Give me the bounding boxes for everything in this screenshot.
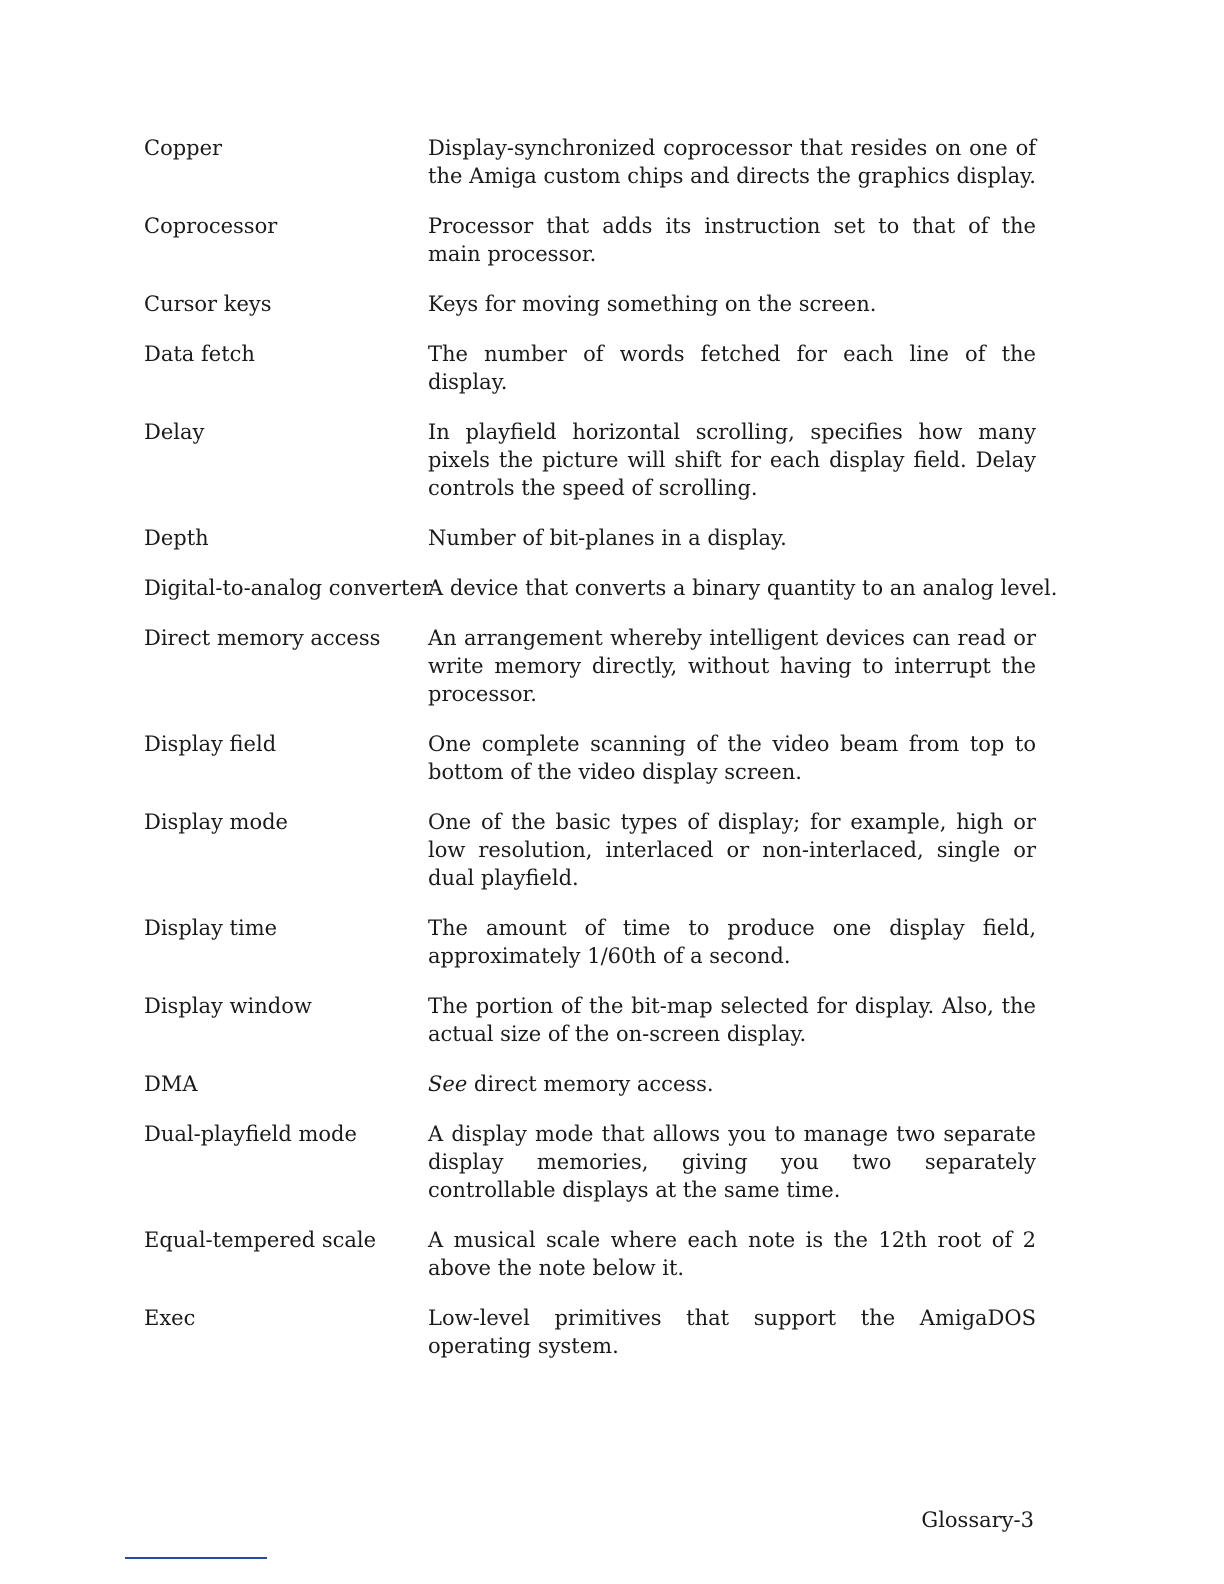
glossary-term: Direct memory access bbox=[144, 626, 381, 650]
glossary-entry bbox=[144, 212, 1036, 268]
glossary-definition: Display-synchronized coprocessor that resides on one of the Amiga custom chips and directs the graphics display. bbox=[428, 136, 1036, 188]
glossary-definition: The number of words fetched for each line of the display. bbox=[428, 342, 1036, 394]
glossary-definition: Low-level primitives that support the AmigaDOS operating system. bbox=[428, 1306, 1036, 1358]
glossary-definition: The portion of the bit-map selected for display. Also, the actual size of the on-screen display. bbox=[428, 994, 1036, 1046]
glossary-definition: A musical scale where each note is the 12th root of 2 above the note below it. bbox=[428, 1228, 1036, 1280]
glossary-entry bbox=[144, 290, 1036, 318]
see-reference-prefix: See bbox=[428, 1072, 468, 1096]
page-number: Glossary-3 bbox=[921, 1508, 1034, 1532]
glossary-entry bbox=[144, 574, 1058, 602]
glossary-term: Display time bbox=[144, 916, 278, 940]
glossary-definition: Keys for moving something on the screen. bbox=[428, 292, 877, 316]
glossary-term: Exec bbox=[144, 1306, 196, 1330]
glossary-entry bbox=[144, 624, 1036, 708]
glossary-entry bbox=[144, 418, 1036, 502]
glossary-entry bbox=[144, 730, 1036, 786]
glossary-term: Digital-to-analog converter bbox=[144, 576, 432, 600]
glossary-definition: Number of bit-planes in a display. bbox=[428, 526, 787, 550]
glossary-entry bbox=[144, 808, 1036, 892]
glossary-entry bbox=[144, 914, 1036, 970]
glossary-entry bbox=[144, 1304, 1036, 1360]
glossary-definition: One complete scanning of the video beam from top to bottom of the video display screen. bbox=[428, 732, 1036, 784]
scan-artifact-line bbox=[125, 1557, 267, 1559]
glossary-entry bbox=[144, 524, 1036, 552]
glossary-list bbox=[144, 134, 1058, 1360]
glossary-term: Coprocessor bbox=[144, 214, 278, 238]
glossary-definition: A display mode that allows you to manage two separate display memories, giving you two separately controllable displays at the same time. bbox=[428, 1122, 1036, 1202]
glossary-definition: One of the basic types of display; for example, high or low resolution, interlaced or non-interlaced, single or dual playfield. bbox=[428, 810, 1036, 890]
glossary-definition bbox=[428, 1070, 1036, 1098]
glossary-term: Equal-tempered scale bbox=[144, 1228, 377, 1252]
glossary-term: Cursor keys bbox=[144, 292, 272, 316]
glossary-term: Data fetch bbox=[144, 342, 255, 366]
see-reference-target: direct memory access. bbox=[467, 1072, 714, 1096]
glossary-definition: Processor that adds its instruction set to that of the main processor. bbox=[428, 214, 1036, 266]
glossary-term: Display mode bbox=[144, 810, 288, 834]
glossary-definition: In playfield horizontal scrolling, specifies how many pixels the picture will shift for each display field. Delay controls the speed of scrolling. bbox=[428, 420, 1036, 500]
glossary-term: Display field bbox=[144, 732, 277, 756]
glossary-entry bbox=[144, 134, 1036, 190]
glossary-entry bbox=[144, 1070, 1036, 1098]
glossary-entry bbox=[144, 1120, 1036, 1204]
glossary-definition: A device that converts a binary quantity to an analog level. bbox=[428, 576, 1058, 600]
glossary-entry bbox=[144, 992, 1036, 1048]
glossary-term: DMA bbox=[144, 1072, 198, 1096]
glossary-entry bbox=[144, 340, 1036, 396]
glossary-definition: An arrangement whereby intelligent devices can read or write memory directly, without having to interrupt the processor. bbox=[428, 626, 1036, 706]
glossary-term: Dual-playfield mode bbox=[144, 1122, 357, 1146]
glossary-term: Copper bbox=[144, 136, 223, 160]
glossary-term: Display window bbox=[144, 994, 312, 1018]
glossary-term: Delay bbox=[144, 420, 205, 444]
glossary-term: Depth bbox=[144, 526, 209, 550]
glossary-definition: The amount of time to produce one display field, approximately 1/60th of a second. bbox=[428, 916, 1036, 968]
glossary-entry bbox=[144, 1226, 1036, 1282]
